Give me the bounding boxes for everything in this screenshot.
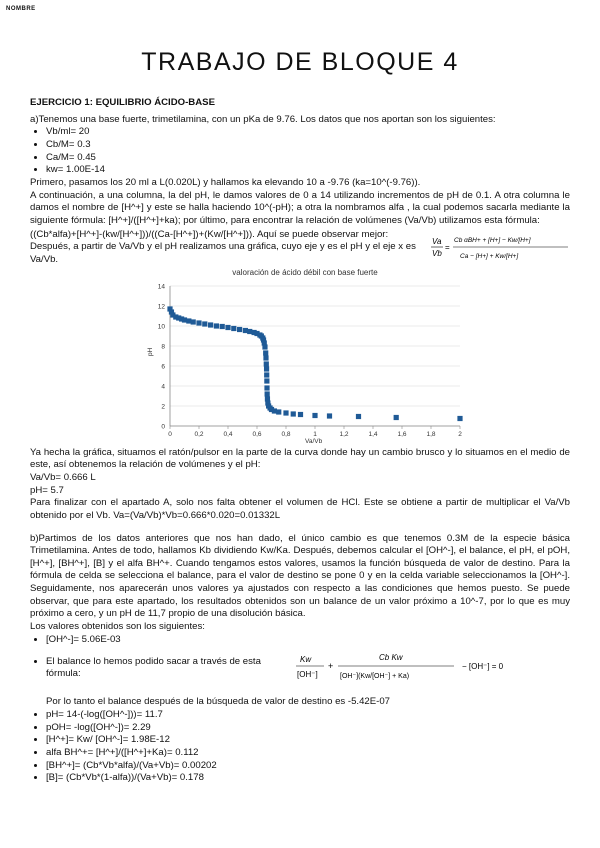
list-item: • pH= 14-(-log([OH^-]))= 11.7 — [46, 709, 570, 722]
values-intro: Los valores obtenidos son los siguientes: — [30, 621, 205, 633]
formula-lhs-den: Vb — [432, 248, 442, 258]
y-tick-label: 4 — [161, 383, 165, 391]
values-list-2 — [30, 709, 570, 785]
data-point — [298, 411, 303, 416]
f2-t1-num: Kw — [300, 655, 312, 665]
y-tick-label: 14 — [157, 283, 165, 291]
x-axis-label: Va/Vb — [305, 437, 323, 443]
data-point — [276, 409, 281, 414]
list-item: • [H^+]= Kw/ [OH^-]= 1.98E-12 — [46, 734, 570, 747]
data-point — [214, 323, 219, 328]
paragraph: Después, a partir de Va/Vb y el pH realizamos una gráfica, cuyo eje y es el pH y el eje x es Va/Vb. — [30, 241, 416, 265]
data-point — [264, 361, 269, 366]
f2-t1-den: [OH⁻] — [297, 670, 318, 680]
chart-svg — [140, 268, 470, 443]
part-b-paragraph: b)Partimos de los datos anteriores que nos han dado, el único cambio es que tenemos 0.3M de la especie básica Trimetilamina. Antes de todo, hallamos Kb dividiendo Kw/Ka. Después, debemos calcular el [OH^-], el balance, el pH, el pOH, [H^+], [BH^+], [B] y el alfa BH^+. Cuando tengamos estos valores, usamos la función búsqueda de valor de destino. Para la fórmula de celda se selecciona el balance, para el valor de destino se pone 0 y en la celda variable seleccionamos la [OH^-]. Seguidamente, nos aparecerán unos valores ya ajustados con respecto a las condiciones que hemos puesto. Se puede observar, que para este apartado, los resultados obtenidos son un balance de un valor próximo a 10^-7, por lo que es muy próximo a cero, y un pH de 11,7 propio de una disolución básica. — [30, 532, 570, 620]
list-item — [46, 646, 570, 690]
y-tick-label: 2 — [161, 403, 165, 411]
formula-den: Ca − [H+] + Kw/[H+] — [460, 252, 519, 260]
exercise-heading: EJERCICIO 1: EQUILIBRIO ÁCIDO-BASE — [30, 97, 215, 108]
data-point — [327, 413, 332, 418]
x-tick-label: 0 — [168, 430, 172, 438]
data-point — [237, 326, 242, 331]
y-axis-label: pH — [147, 347, 154, 356]
name-label: NOMBRE — [6, 6, 36, 12]
data-point — [283, 410, 288, 415]
list-item: • [BH^+]= (Cb*Vb*alfa)/(Va+Vb)= 0.00202 — [46, 760, 570, 773]
x-tick-label: 2 — [458, 430, 462, 438]
list-item: • Vb/ml= 20 — [46, 126, 570, 139]
x-tick-label: 0,4 — [223, 430, 233, 438]
balance-formula — [294, 646, 540, 690]
formula-row — [30, 228, 570, 268]
data-point — [394, 414, 399, 419]
data-point — [265, 391, 270, 396]
volume-ratio-formula — [430, 228, 570, 268]
page-title: TRABAJO DE BLOQUE 4 — [141, 48, 459, 76]
data-point — [264, 366, 269, 371]
balance-result: Por lo tanto el balance después de la búsqueda de valor de destino es -5.42E-07 — [46, 696, 391, 708]
intro-paragraph: a)Tenemos una base fuerte, trimetilamina, con un pKa de 9.76. Los datos que nos aportan son los siguientes: — [30, 113, 496, 125]
x-tick-label: 1 — [313, 430, 317, 438]
y-tick-label: 0 — [161, 423, 165, 431]
data-list — [30, 126, 570, 177]
titration-chart — [140, 268, 470, 443]
data-point — [262, 344, 267, 349]
list-item: • Ca/M= 0.45 — [46, 152, 570, 165]
data-point — [264, 385, 269, 390]
data-point — [225, 324, 230, 329]
data-point — [263, 350, 268, 355]
data-point — [264, 372, 269, 377]
data-point — [231, 325, 236, 330]
data-point — [356, 413, 361, 418]
values-list-1 — [30, 634, 570, 691]
data-point — [202, 321, 207, 326]
x-tick-label: 1,2 — [339, 430, 349, 438]
y-tick-label: 8 — [161, 343, 165, 351]
document-body — [30, 97, 570, 785]
chart-title: valoración de ácido débil con base fuerte — [232, 267, 378, 277]
data-point — [264, 378, 269, 383]
y-tick-label: 10 — [157, 323, 165, 331]
paragraph: Ya hecha la gráfica, situamos el ratón/pulsor en la parte de la curva donde hay un cambio brusco y lo situamos en el medio de este, así obtenemos la relación de volúmenes y el pH: — [30, 446, 570, 471]
data-point — [291, 411, 296, 416]
y-tick-label: 6 — [161, 363, 165, 371]
formula-num: Cb αBH+ + [H+] − Kw/[H+] — [454, 236, 531, 244]
paragraph: ((Cb*alfa)+[H^+]-(kw/[H^+]))/((Ca-[H^+])+(Kw/[H^+])). Aquí se puede observar mejor: — [30, 228, 389, 240]
x-tick-label: 0,2 — [194, 430, 204, 438]
f2-t2-num: Cb Kw — [379, 653, 403, 663]
paragraph: A continuación, a una columna, la del pH, le damos valores de 0 a 14 utilizando incrementos de pH de 0.1. A otra columna le damos el nombre de [H^+] y este se halla haciendo 10^(-pH); a otra la nombramos alfa , la cual podemos sacarla mediante la siguiente fórmula: [H^+]/([H^+]+ka); por último, para encontrar la relación de volúmenes (Va/Vb) utilizamos esta fórmula: — [30, 189, 570, 226]
list-item: • alfa BH^+= [H^+]/([H^+]+Ka)= 0.112 — [46, 747, 570, 760]
x-tick-label: 0,6 — [252, 430, 262, 438]
data-point — [312, 412, 317, 417]
paragraph: Primero, pasamos los 20 ml a L(0.020L) y hallamos ka elevando 10 a -9.76 (ka=10^(-9.76)). — [30, 176, 421, 188]
result-ratio: Va/Vb= 0.666 L — [30, 471, 96, 483]
x-tick-label: 1,6 — [397, 430, 407, 438]
result-ph: pH= 5.7 — [30, 484, 64, 496]
y-tick-label: 12 — [157, 303, 165, 311]
list-item: • Cb/M= 0.3 — [46, 139, 570, 152]
paragraph: Para finalizar con el apartado A, solo nos falta obtener el volumen de HCl. Este se obtiene a partir de multiplicar el Va/Vb obtenido por el Vb. Va=(Va/Vb)*Vb=0.666*0.020=0.01332L — [30, 497, 570, 521]
x-tick-label: 1,8 — [426, 430, 436, 438]
formula-equals: = — [445, 242, 450, 252]
x-tick-label: 0,8 — [281, 430, 291, 438]
data-point — [457, 415, 462, 420]
list-item: • pOH= -log([OH^-])= 2.29 — [46, 722, 570, 735]
list-item: • [OH^-]= 5.06E-03 — [46, 634, 570, 647]
balance-text: • El balance lo hemos podido sacar a través de esta fórmula: — [46, 655, 261, 680]
f2-t2-den: [OH⁻](Kw/[OH⁻] + Ka) — [340, 673, 410, 681]
f2-tail: − [OH⁻] = 0 — [462, 662, 504, 672]
data-point — [196, 320, 201, 325]
data-point — [263, 355, 268, 360]
data-point — [191, 319, 196, 324]
list-item: • [B]= (Cb*Vb*(1-alfa))/(Va+Vb)= 0.178 — [46, 772, 570, 785]
list-item: • kw= 1.00E-14 — [46, 164, 570, 177]
data-point — [220, 323, 225, 328]
f2-plus: + — [328, 661, 334, 672]
formula-lhs-num: Va — [432, 236, 442, 246]
x-tick-label: 1,4 — [368, 430, 378, 438]
data-point — [208, 322, 213, 327]
